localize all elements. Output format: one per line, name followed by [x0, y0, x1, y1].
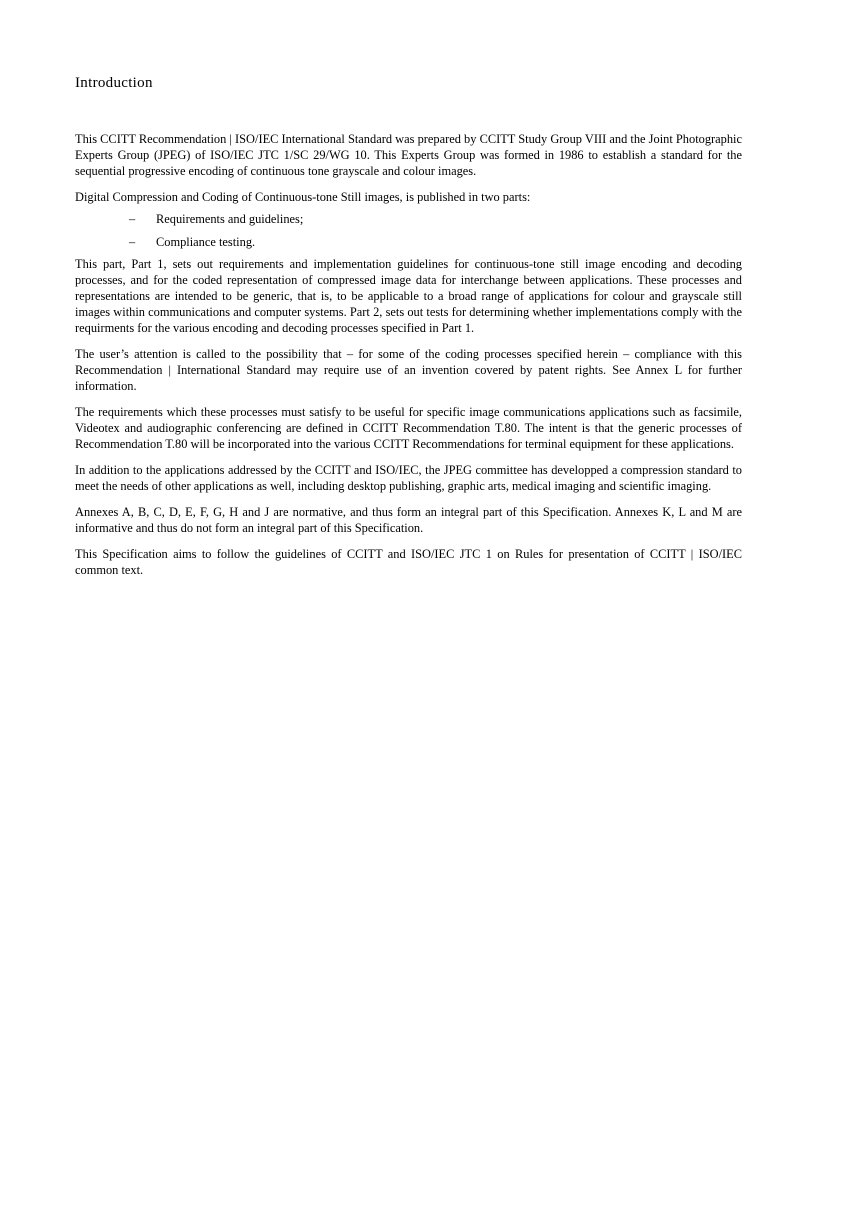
- list-item: [75, 234, 742, 250]
- list-item-text: Requirements and guidelines;: [156, 212, 304, 226]
- dash-marker: –: [129, 234, 136, 249]
- parts-list: [75, 211, 742, 250]
- paragraph-guidelines: This Specification aims to follow the guidelines of CCITT and ISO/IEC JTC 1 on Rules for presentation of CCITT | ISO/IEC common text.: [75, 547, 742, 577]
- paragraph-part1-description: This part, Part 1, sets out requirements and implementation guidelines for continuous-tone still image encoding and decoding processes, and for the coded representation of compressed image data for interchange between applications. These processes and representations are intended to be generic, that is, to be applicable to a broad range of applications for colour and grayscale still images within communications and computer systems. Part 2, sets out tests for determining whether implementations comply with the requirments for the various encoding and decoding processes specified in Part 1.: [75, 257, 742, 335]
- list-item-text: Compliance testing.: [156, 234, 256, 249]
- paragraph-scope: This CCITT Recommendation | ISO/IEC International Standard was prepared by CCITT Study Group VIII and the Joint Photographic Experts Group (JPEG) of ISO/IEC JTC 1/SC 29/WG 10. This Experts Group was formed in 1986 to establish a standard for the sequential progressive encoding of continuous tone grayscale and colour images.: [75, 132, 742, 178]
- paragraph-requirements: The requirements which these processes must satisfy to be useful for specific image communications applications such as facsimile, Videotex and audiographic conferencing are defined in CCITT Recommendation T.80. The intent is that the generic processes of Recommendation T.80 will be incorporated into the various CCITT Recommendations for terminal equipment for these applications.: [75, 405, 742, 451]
- list-item: [75, 211, 742, 227]
- paragraph-annexes: Annexes A, B, C, D, E, F, G, H and J are normative, and thus form an integral part of this Specification. Annexes K, L and M are informative and thus do not form an integral part of this Specification.: [75, 505, 742, 535]
- paragraph-parts-intro: Digital Compression and Coding of Continuous-tone Still images, is published in two parts:: [75, 190, 531, 204]
- paragraph-applications: In addition to the applications addressed by the CCITT and ISO/IEC, the JPEG committee has developped a compression standard to meet the needs of other applications as well, including desktop publishing, graphic arts, medical imaging and scientific imaging.: [75, 463, 742, 493]
- document-body: [75, 131, 742, 588]
- section-heading: Introduction: [75, 75, 153, 91]
- dash-marker: –: [129, 212, 136, 226]
- paragraph-patent-notice: The user’s attention is called to the possibility that – for some of the coding processes specified herein – compliance with this Recommendation | International Standard may require use of an invention covered by patent rights. See Annex L for further information.: [75, 347, 742, 393]
